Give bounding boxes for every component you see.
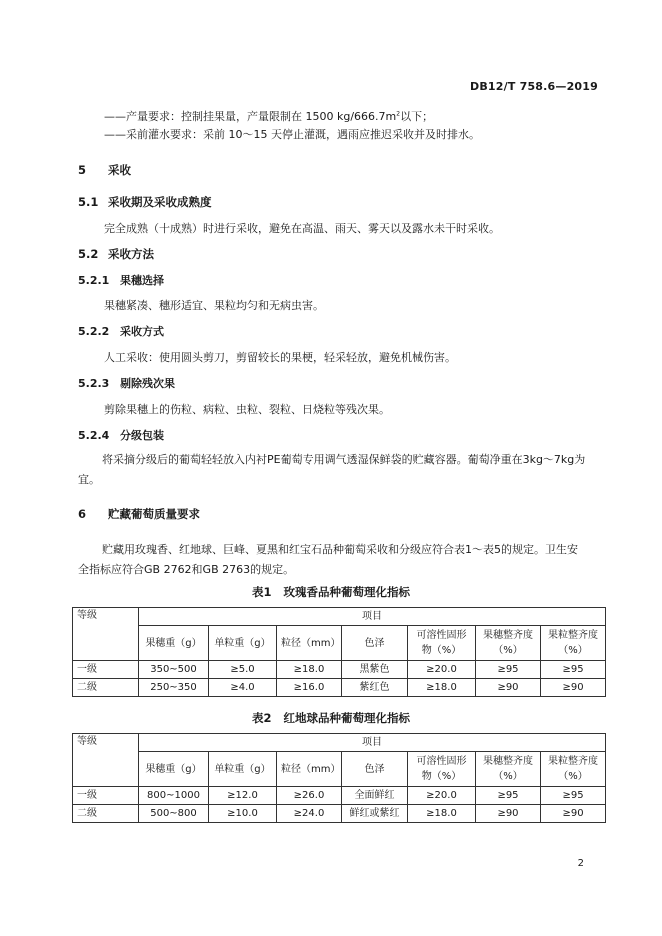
table-row bbox=[73, 661, 606, 679]
superscript: 2 bbox=[396, 110, 401, 118]
table-header-row bbox=[73, 608, 606, 626]
yield-requirement-item bbox=[104, 108, 433, 124]
column-header: 色泽 bbox=[342, 752, 408, 787]
table-cell: ≥18.0 bbox=[408, 679, 476, 697]
caption-number: 表1 bbox=[251, 585, 272, 599]
column-header: 可溶性固形物（%） bbox=[408, 752, 476, 787]
yield-text-end: 以下； bbox=[400, 110, 434, 123]
table-cell: ≥95 bbox=[541, 661, 606, 679]
section-title: 贮藏葡萄质量要求 bbox=[108, 507, 200, 521]
column-header: 粒径（mm） bbox=[277, 626, 342, 661]
section-6-body: 贮藏用玫瑰香、红地球、巨峰、夏黑和红宝石品种葡萄采收和分级应符合表1～表5的规定。卫生安全指标应符合GB 2762和GB 2763的规定。 bbox=[78, 543, 578, 576]
table-cell: ≥20.0 bbox=[408, 787, 476, 805]
table-row bbox=[73, 805, 606, 823]
section-number: 5.2.1 bbox=[78, 274, 110, 287]
table-cell: ≥20.0 bbox=[408, 661, 476, 679]
table-row bbox=[73, 787, 606, 805]
table-header-row bbox=[73, 734, 606, 752]
table-1-caption bbox=[0, 584, 662, 600]
group-header: 项目 bbox=[139, 734, 606, 752]
table-cell: 500~800 bbox=[139, 805, 209, 823]
table-column-row bbox=[73, 752, 606, 787]
document-code: DB12/T 758.6—2019 bbox=[470, 80, 598, 93]
table-cell: ≥95 bbox=[476, 661, 541, 679]
column-header: 可溶性固形物（%） bbox=[408, 626, 476, 661]
section-number: 5.1 bbox=[78, 195, 99, 209]
section-5-1-body: 完全成熟（十成熟）时进行采收，避免在高温、雨天、雾天以及露水未干时采收。 bbox=[104, 222, 500, 235]
section-6-heading bbox=[78, 506, 200, 522]
section-5-heading bbox=[78, 162, 131, 178]
table-cell: ≥5.0 bbox=[209, 661, 277, 679]
section-number: 5.2.3 bbox=[78, 377, 110, 390]
table-cell: ≥26.0 bbox=[277, 787, 342, 805]
section-5-2-2-body: 人工采收：使用圆头剪刀，剪留较长的果梗，轻采轻放，避免机械伤害。 bbox=[104, 351, 456, 364]
column-header: 果穗重（g） bbox=[139, 752, 209, 787]
table-cell: ≥24.0 bbox=[277, 805, 342, 823]
column-header: 单粒重（g） bbox=[209, 626, 277, 661]
section-5-2-3-heading bbox=[78, 375, 175, 391]
yield-text: 产量要求：控制挂果量，产量限制在 1500 kg/666.7m bbox=[126, 110, 397, 123]
grade-cell: 一级 bbox=[73, 787, 139, 805]
section-number: 5 bbox=[78, 163, 87, 177]
column-header: 单粒重（g） bbox=[209, 752, 277, 787]
table-cell: ≥10.0 bbox=[209, 805, 277, 823]
table-cell: 鲜红或紫红 bbox=[342, 805, 408, 823]
table-column-row bbox=[73, 626, 606, 661]
table-cell: ≥95 bbox=[476, 787, 541, 805]
irrigation-requirement-item bbox=[104, 126, 480, 142]
section-title: 采收方法 bbox=[108, 247, 154, 261]
section-title: 采收方式 bbox=[120, 325, 164, 338]
table-cell: 350~500 bbox=[139, 661, 209, 679]
section-5-2-1-heading bbox=[78, 272, 164, 288]
page-number: 2 bbox=[577, 858, 584, 869]
grade-header: 等级 bbox=[73, 608, 139, 661]
table-cell: ≥90 bbox=[476, 805, 541, 823]
table-2 bbox=[72, 733, 606, 823]
table-row bbox=[73, 679, 606, 697]
section-number: 6 bbox=[78, 507, 87, 521]
table-cell: ≥90 bbox=[476, 679, 541, 697]
section-5-1-heading bbox=[78, 194, 212, 210]
table-cell: ≥90 bbox=[541, 679, 606, 697]
table-cell: ≥18.0 bbox=[408, 805, 476, 823]
section-title: 果穗选择 bbox=[120, 274, 164, 287]
column-header: 果穗整齐度（%） bbox=[476, 626, 541, 661]
table-1 bbox=[72, 607, 606, 697]
column-header: 色泽 bbox=[342, 626, 408, 661]
table-cell: ≥90 bbox=[541, 805, 606, 823]
section-title: 剔除残次果 bbox=[120, 377, 175, 390]
section-title: 采收期及采收成熟度 bbox=[108, 195, 212, 209]
table-cell: ≥16.0 bbox=[277, 679, 342, 697]
caption-number: 表2 bbox=[251, 711, 272, 725]
table-cell: ≥4.0 bbox=[209, 679, 277, 697]
table-cell: ≥18.0 bbox=[277, 661, 342, 679]
caption-title: 红地球品种葡萄理化指标 bbox=[283, 711, 411, 725]
table-2-caption bbox=[0, 710, 662, 726]
table-cell: 全面鲜红 bbox=[342, 787, 408, 805]
table-cell: 黑紫色 bbox=[342, 661, 408, 679]
section-5-2-3-body: 剪除果穗上的伤粒、病粒、虫粒、裂粒、日烧粒等残次果。 bbox=[104, 403, 390, 416]
table-cell: 紫红色 bbox=[342, 679, 408, 697]
section-5-2-4-heading bbox=[78, 427, 164, 443]
section-number: 5.2.2 bbox=[78, 325, 110, 338]
table-cell: 250~350 bbox=[139, 679, 209, 697]
grade-cell: 二级 bbox=[73, 679, 139, 697]
column-header: 果穗整齐度（%） bbox=[476, 752, 541, 787]
column-header: 果粒整齐度（%） bbox=[541, 752, 606, 787]
section-title: 采收 bbox=[108, 163, 131, 177]
section-5-2-heading bbox=[78, 246, 154, 262]
irrigation-text: 采前灌水要求：采前 10～15 天停止灌溉，遇雨应推迟采收并及时排水。 bbox=[126, 128, 480, 141]
grade-header: 等级 bbox=[73, 734, 139, 787]
table-cell: ≥95 bbox=[541, 787, 606, 805]
section-title: 分级包装 bbox=[120, 429, 164, 442]
list-dash: —— bbox=[104, 128, 126, 141]
section-number: 5.2 bbox=[78, 247, 99, 261]
section-number: 5.2.4 bbox=[78, 429, 110, 442]
column-header: 粒径（mm） bbox=[277, 752, 342, 787]
column-header: 果穗重（g） bbox=[139, 626, 209, 661]
section-5-2-4-body: 将采摘分级后的葡萄轻轻放入内衬PE葡萄专用调气透湿保鲜袋的贮藏容器。葡萄净重在3kg～7kg为宜。 bbox=[78, 453, 586, 486]
section-5-2-2-heading bbox=[78, 323, 164, 339]
group-header: 项目 bbox=[139, 608, 606, 626]
table-cell: 800~1000 bbox=[139, 787, 209, 805]
list-dash: —— bbox=[104, 110, 126, 123]
section-5-2-1-body: 果穗紧凑、穗形适宜、果粒均匀和无病虫害。 bbox=[104, 299, 324, 312]
column-header: 果粒整齐度（%） bbox=[541, 626, 606, 661]
caption-title: 玫瑰香品种葡萄理化指标 bbox=[283, 585, 411, 599]
table-cell: ≥12.0 bbox=[209, 787, 277, 805]
grade-cell: 二级 bbox=[73, 805, 139, 823]
grade-cell: 一级 bbox=[73, 661, 139, 679]
